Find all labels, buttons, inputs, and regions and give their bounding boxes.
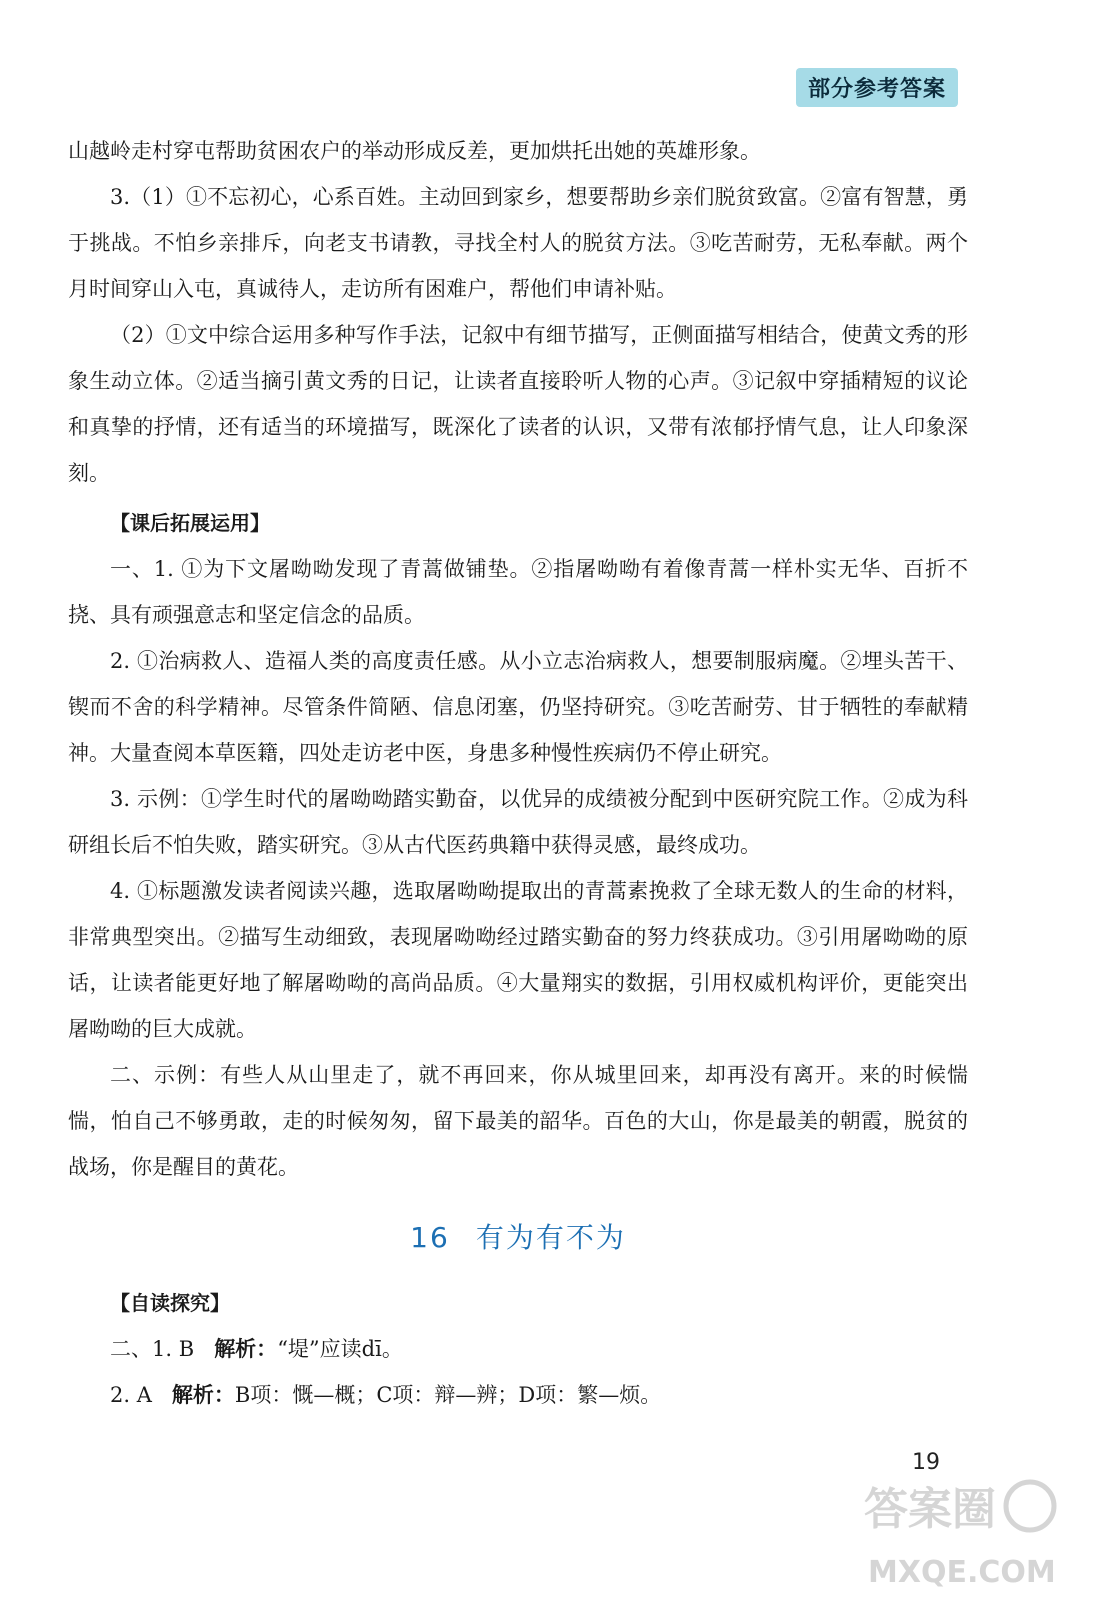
analysis-label: 解析： — [171, 1383, 235, 1407]
answer-prefix: 2. A — [110, 1383, 152, 1407]
watermark-logo — [858, 1466, 1058, 1596]
chapter-number: 16 — [410, 1221, 450, 1254]
paragraph: 3.（1）①不忘初心，心系百姓。主动回到家乡，想要帮助乡亲们脱贫致富。②富有智慧，勇于挑战。不怕乡亲排斥，向老支书请教，寻找全村人的脱贫方法。③吃苦耐劳，无私奉献。两个月时间穿山入屯，真诚待人，走访所有困难户，帮他们申请补贴。 — [68, 185, 968, 301]
paragraph: 4. ①标题激发读者阅读兴趣，选取屠呦呦提取出的青蒿素挽救了全球无数人的生命的材料，非常典型突出。②描写生动细致，表现屠呦呦经过踏实勤奋的努力终获成功。③引用屠呦呦的原话，让读者能更好地了解屠呦呦的高尚品质。④大量翔实的数据，引用权威机构评价，更能突出屠呦呦的巨大成就。 — [68, 879, 968, 1041]
page-number: 19 — [912, 1450, 940, 1475]
header-tag: 部分参考答案 — [796, 68, 958, 107]
paragraph: 一、1. ①为下文屠呦呦发现了青蒿做铺垫。②指屠呦呦有着像青蒿一样朴实无华、百折不挠、具有顽强意志和坚定信念的品质。 — [68, 557, 968, 627]
chapter-title — [68, 1218, 968, 1258]
chapter-title-text: 有为有不为 — [475, 1221, 626, 1254]
paragraph: 山越岭走村穿屯帮助贫困农户的举动形成反差，更加烘托出她的英雄形象。 — [68, 139, 761, 163]
paragraph: 二、示例：有些人从山里走了，就不再回来，你从城里回来，却再没有离开。来的时候惴惴，怕自己不够勇敢，走的时候匆匆，留下最美的韶华。百色的大山，你是最美的朝霞，脱贫的战场，你是醒目的黄花。 — [68, 1063, 968, 1179]
watermark-text-url: MXQE.COM — [868, 1555, 1056, 1590]
answer-text: “堤”应读dī。 — [277, 1337, 403, 1361]
answer-prefix: 二、1. B — [110, 1337, 195, 1361]
watermark-text-main: 答案圈 — [864, 1484, 996, 1535]
answer-text: B项：慨—概；C项：辩—辨；D项：繁—烦。 — [234, 1383, 662, 1407]
analysis-label: 解析： — [214, 1337, 278, 1361]
answer-line — [68, 1372, 968, 1418]
paragraph: （2）①文中综合运用多种写作手法，记叙中有细节描写，正侧面描写相结合，使黄文秀的形象生动立体。②适当摘引黄文秀的日记，让读者直接聆听人物的心声。③记叙中穿插精短的议论和真挚的抒情，还有适当的环境描写，既深化了读者的认识，又带有浓郁抒情气息，让人印象深刻。 — [68, 323, 968, 485]
page-content — [68, 128, 968, 1418]
answer-line — [68, 1326, 968, 1372]
section-heading: 【课后拓展运用】 — [110, 511, 270, 535]
section-heading: 【自读探究】 — [110, 1291, 230, 1315]
paragraph: 2. ①治病救人、造福人类的高度责任感。从小立志治病救人，想要制服病魔。②埋头苦干、锲而不舍的科学精神。尽管条件简陋、信息闭塞，仍坚持研究。③吃苦耐劳、甘于牺牲的奉献精神。大量查阅本草医籍，四处走访老中医，身患多种慢性疾病仍不停止研究。 — [68, 649, 968, 765]
paragraph: 3. 示例：①学生时代的屠呦呦踏实勤奋，以优异的成绩被分配到中医研究院工作。②成为科研组长后不怕失败，踏实研究。③从古代医药典籍中获得灵感，最终成功。 — [68, 787, 968, 857]
